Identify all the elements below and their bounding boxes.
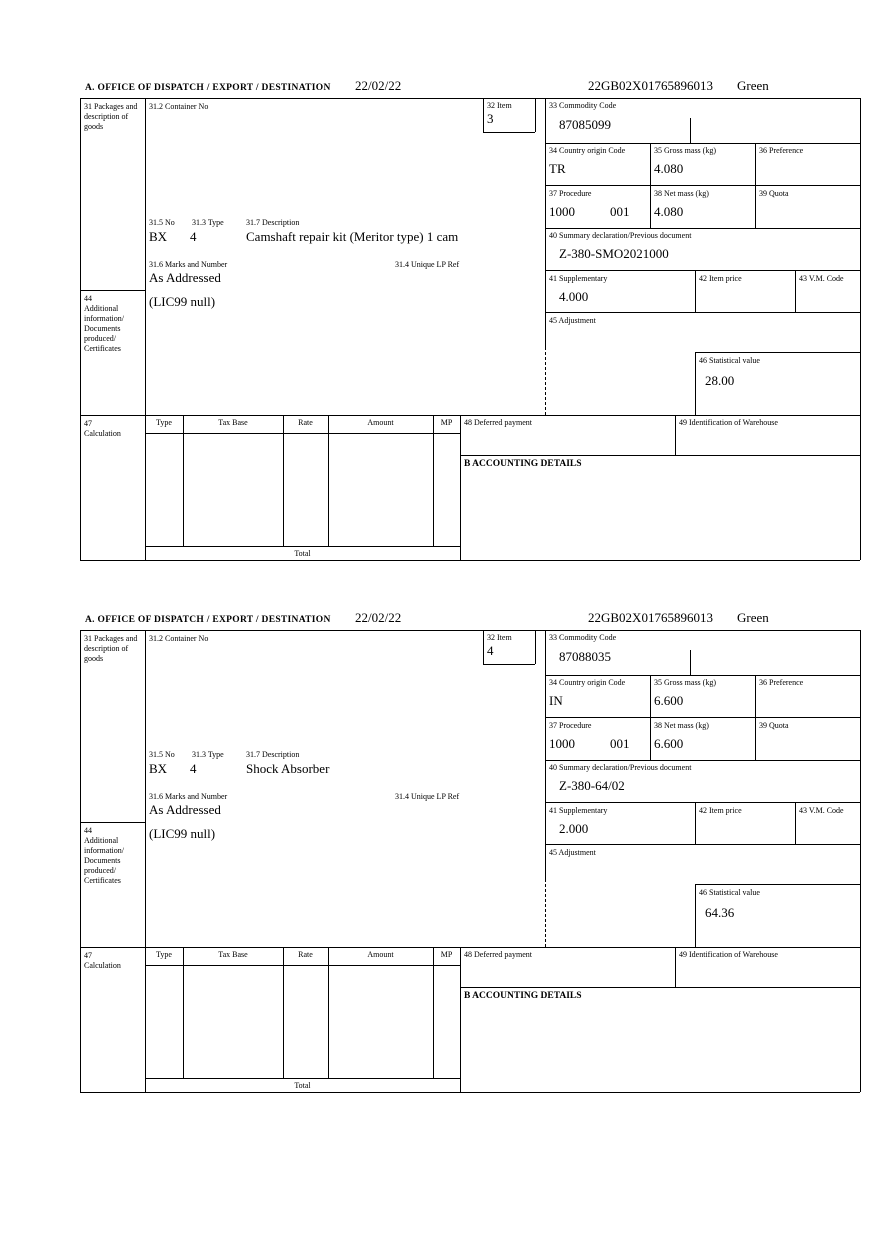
grid-line — [545, 844, 860, 845]
grid-line — [483, 664, 535, 665]
net-mass-label: 38 Net mass (kg) — [654, 721, 709, 730]
commodity-code-label: 33 Commodity Code — [549, 633, 617, 642]
grid-line — [80, 560, 860, 561]
calc-header-tax-base: Tax Base — [218, 418, 248, 427]
commodity-code-value: 87088035 — [559, 649, 611, 664]
box47-text: Calculation — [84, 429, 121, 438]
warehouse-id-label: 49 Identification of Warehouse — [679, 950, 778, 959]
office-of-dispatch-header: A. OFFICE OF DISPATCH / EXPORT / DESTINATION — [85, 83, 331, 93]
gross-mass-label: 35 Gross mass (kg) — [654, 678, 716, 687]
grid-line — [695, 802, 696, 844]
grid-line — [545, 98, 546, 347]
box31-label — [84, 634, 142, 664]
container-no-label: 31.2 Container No — [149, 634, 209, 643]
grid-line — [145, 546, 460, 547]
grid-line — [695, 884, 696, 947]
calc-header-amount: Amount — [367, 950, 394, 959]
grid-line — [80, 98, 81, 560]
calc-total-label: Total — [294, 1081, 311, 1090]
grid-line — [145, 433, 460, 434]
package-type-value: 4 — [190, 229, 197, 244]
accounting-details-header: B ACCOUNTING DETAILS — [464, 459, 582, 469]
grid-line — [545, 228, 860, 229]
dispatch-date: 22/02/22 — [355, 610, 402, 625]
grid-line — [80, 98, 860, 99]
grid-line — [675, 415, 676, 455]
marks-and-number-label: 31.6 Marks and Number — [149, 792, 228, 801]
routing-status: Green — [737, 610, 769, 625]
item-number-value: 3 — [487, 111, 494, 126]
grid-line — [860, 98, 861, 560]
grid-line — [80, 630, 860, 631]
commodity-code-label: 33 Commodity Code — [549, 101, 617, 110]
statistical-value-label: 46 Statistical value — [699, 356, 760, 365]
box47-number: 47 — [84, 951, 92, 960]
grid-line — [183, 415, 184, 546]
calc-total-label: Total — [294, 549, 311, 558]
box44-text: Additional information/ Documents produced/ Certificates — [84, 304, 124, 353]
procedure-value: 1000 — [549, 204, 575, 219]
goods-description-label: 31.7 Description — [246, 750, 300, 759]
grid-line — [755, 143, 756, 228]
marks-and-number-value: As Addressed — [149, 270, 221, 285]
country-origin-value: IN — [549, 693, 563, 708]
deferred-payment-label: 48 Deferred payment — [464, 950, 532, 959]
grid-line — [433, 947, 434, 1078]
deferred-payment-label: 48 Deferred payment — [464, 418, 532, 427]
grid-line — [145, 630, 146, 1092]
preference-label: 36 Preference — [759, 678, 804, 687]
adjustment-label: 45 Adjustment — [549, 848, 596, 857]
grid-line — [80, 630, 81, 1092]
grid-line — [328, 415, 329, 546]
box44-number: 44 — [84, 826, 92, 835]
grid-line — [545, 802, 860, 803]
calc-header-rate: Rate — [298, 418, 313, 427]
preference-label: 36 Preference — [759, 146, 804, 155]
declaration-item-block-2 — [0, 610, 882, 1092]
statistical-value: 64.36 — [705, 905, 735, 920]
grid-line — [80, 290, 145, 291]
box44-text: Additional information/ Documents produced/ Certificates — [84, 836, 124, 885]
grid-line — [80, 947, 860, 948]
calc-header-type: Type — [156, 418, 172, 427]
procedure-label: 37 Procedure — [549, 189, 592, 198]
movement-reference: 22GB02X01765896013 — [588, 78, 713, 93]
grid-line — [460, 455, 860, 456]
box47-number: 47 — [84, 419, 92, 428]
box31-label — [84, 102, 142, 132]
box47-text: Calculation — [84, 961, 121, 970]
grid-line — [328, 947, 329, 1078]
grid-line — [145, 965, 460, 966]
grid-line-dashed — [545, 347, 546, 415]
box31-text: Packages and description of goods — [84, 102, 138, 131]
gross-mass-value: 6.600 — [654, 693, 684, 708]
calc-header-mp: MP — [440, 950, 453, 959]
package-no-value: BX — [149, 761, 168, 776]
grid-line — [80, 415, 860, 416]
box31-text: Packages and description of goods — [84, 634, 138, 663]
procedure-value: 1000 — [549, 736, 575, 751]
item-number-label: 32 Item — [487, 101, 512, 110]
movement-reference: 22GB02X01765896013 — [588, 610, 713, 625]
grid-line — [545, 312, 860, 313]
box31-number: 31 — [84, 634, 92, 643]
vm-code-label: 43 V.M. Code — [799, 806, 844, 815]
net-mass-value: 6.600 — [654, 736, 684, 751]
box44-label — [84, 294, 142, 354]
summary-declaration-label: 40 Summary declaration/Previous document — [549, 231, 692, 240]
commodity-code-separator — [690, 118, 691, 143]
grid-line — [545, 185, 860, 186]
grid-line — [460, 947, 461, 1092]
grid-line — [650, 675, 651, 760]
marks-and-number-value: As Addressed — [149, 802, 221, 817]
goods-description-label: 31.7 Description — [246, 218, 300, 227]
item-number-label: 32 Item — [487, 633, 512, 642]
unique-lp-ref-label: 31.4 Unique LP Ref — [395, 260, 460, 269]
grid-line — [695, 270, 696, 312]
grid-line — [545, 270, 860, 271]
country-origin-label: 34 Country origin Code — [549, 678, 626, 687]
routing-status: Green — [737, 78, 769, 93]
adjustment-label: 45 Adjustment — [549, 316, 596, 325]
quota-label: 39 Quota — [759, 721, 789, 730]
procedure-value-2: 001 — [610, 736, 630, 751]
box47-label — [84, 419, 142, 439]
warehouse-id-label: 49 Identification of Warehouse — [679, 418, 778, 427]
package-no-value: BX — [149, 229, 168, 244]
gross-mass-value: 4.080 — [654, 161, 684, 176]
grid-line — [860, 630, 861, 1092]
grid-line — [145, 98, 146, 560]
supplementary-value: 4.000 — [559, 289, 589, 304]
grid-line — [650, 143, 651, 228]
item-price-label: 42 Item price — [699, 806, 742, 815]
calc-header-mp: MP — [440, 418, 453, 427]
grid-line — [183, 947, 184, 1078]
grid-line — [535, 98, 536, 132]
net-mass-value: 4.080 — [654, 204, 684, 219]
additional-information-value: (LIC99 null) — [149, 294, 216, 309]
grid-line — [695, 884, 860, 885]
grid-line — [483, 630, 484, 664]
package-no-label: 31.5 No — [149, 750, 175, 759]
grid-line — [283, 947, 284, 1078]
package-no-label: 31.5 No — [149, 218, 175, 227]
calc-header-tax-base: Tax Base — [218, 950, 248, 959]
box47-label — [84, 951, 142, 971]
unique-lp-ref-label: 31.4 Unique LP Ref — [395, 792, 460, 801]
accounting-details-header: B ACCOUNTING DETAILS — [464, 991, 582, 1001]
grid-line — [535, 630, 536, 664]
grid-line — [80, 1092, 860, 1093]
package-type-value: 4 — [190, 761, 197, 776]
grid-line — [695, 352, 696, 415]
dispatch-date: 22/02/22 — [355, 78, 402, 93]
supplementary-value: 2.000 — [559, 821, 589, 836]
grid-line — [483, 98, 484, 132]
grid-line — [545, 675, 860, 676]
calc-header-rate: Rate — [298, 950, 313, 959]
box44-number: 44 — [84, 294, 92, 303]
supplementary-label: 41 Supplementary — [549, 806, 608, 815]
package-type-label: 31.3 Type — [192, 218, 224, 227]
grid-line — [460, 987, 860, 988]
office-of-dispatch-header: A. OFFICE OF DISPATCH / EXPORT / DESTINATION — [85, 615, 331, 625]
commodity-code-separator — [690, 650, 691, 675]
grid-line — [80, 822, 145, 823]
statistical-value: 28.00 — [705, 373, 735, 388]
net-mass-label: 38 Net mass (kg) — [654, 189, 709, 198]
goods-description-value: Shock Absorber — [246, 761, 330, 776]
grid-line — [145, 1078, 460, 1079]
gross-mass-label: 35 Gross mass (kg) — [654, 146, 716, 155]
statistical-value-label: 46 Statistical value — [699, 888, 760, 897]
grid-line — [545, 630, 546, 879]
grid-line — [675, 947, 676, 987]
goods-description-value: Camshaft repair kit (Meritor type) 1 cam — [246, 229, 459, 244]
grid-line-dashed — [545, 879, 546, 947]
grid-line — [795, 802, 796, 844]
grid-line — [483, 132, 535, 133]
grid-line — [545, 760, 860, 761]
summary-declaration-value: Z-380-64/02 — [559, 778, 625, 793]
procedure-label: 37 Procedure — [549, 721, 592, 730]
grid-line — [695, 352, 860, 353]
procedure-value-2: 001 — [610, 204, 630, 219]
additional-information-value: (LIC99 null) — [149, 826, 216, 841]
box44-label — [84, 826, 142, 886]
marks-and-number-label: 31.6 Marks and Number — [149, 260, 228, 269]
calc-header-type: Type — [156, 950, 172, 959]
package-type-label: 31.3 Type — [192, 750, 224, 759]
declaration-item-block-1 — [0, 78, 882, 560]
summary-declaration-label: 40 Summary declaration/Previous document — [549, 763, 692, 772]
grid-line — [545, 717, 860, 718]
grid-line — [460, 415, 461, 560]
calc-header-amount: Amount — [367, 418, 394, 427]
grid-line — [795, 270, 796, 312]
grid-line — [283, 415, 284, 546]
supplementary-label: 41 Supplementary — [549, 274, 608, 283]
grid-line — [433, 415, 434, 546]
commodity-code-value: 87085099 — [559, 117, 611, 132]
item-number-value: 4 — [487, 643, 494, 658]
country-origin-label: 34 Country origin Code — [549, 146, 626, 155]
grid-line — [545, 143, 860, 144]
summary-declaration-value: Z-380-SMO2021000 — [559, 246, 669, 261]
grid-line — [755, 675, 756, 760]
box31-number: 31 — [84, 102, 92, 111]
item-price-label: 42 Item price — [699, 274, 742, 283]
vm-code-label: 43 V.M. Code — [799, 274, 844, 283]
quota-label: 39 Quota — [759, 189, 789, 198]
country-origin-value: TR — [549, 161, 566, 176]
container-no-label: 31.2 Container No — [149, 102, 209, 111]
